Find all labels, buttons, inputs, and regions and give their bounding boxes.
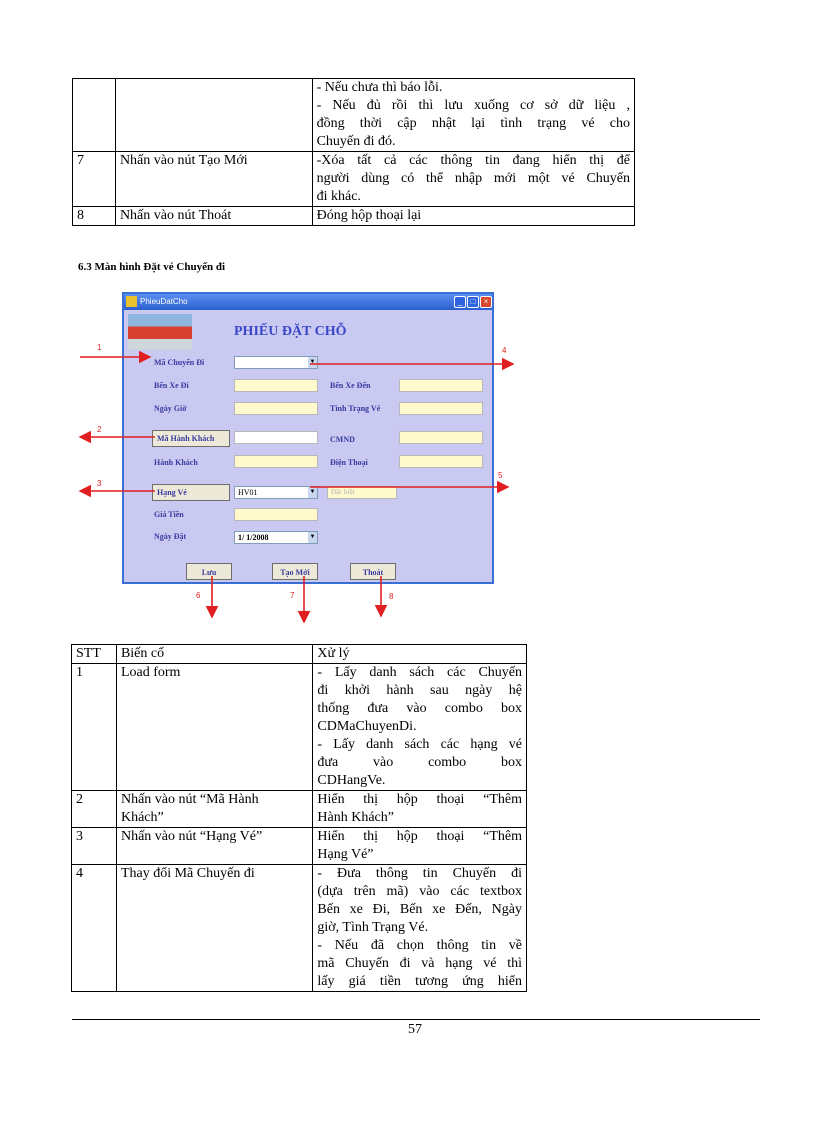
callout-label: 2 xyxy=(97,425,102,434)
chevron-down-icon[interactable]: ▼ xyxy=(308,532,317,543)
text-line: CDHangVe. xyxy=(317,773,386,788)
label-hanh-khach: Hành Khách xyxy=(154,458,198,467)
table-cell-no: 2 xyxy=(72,791,117,828)
label-ma-chuyen-di: Mã Chuyến Đi xyxy=(154,358,205,367)
luu-button[interactable]: Lưu xyxy=(186,563,232,580)
callout-label: 5 xyxy=(498,471,503,480)
callout-label: 7 xyxy=(290,591,295,600)
table-row xyxy=(72,828,527,865)
text-line: giờ, Tình Trạng Vé. xyxy=(317,920,429,935)
table-cell-no: 8 xyxy=(73,207,116,226)
tao-moi-button[interactable]: Tạo Mới xyxy=(272,563,318,580)
text-line: - Nếu đủ rồi thì lưu xuống cơ sở dữ liệu , xyxy=(316,98,630,113)
table-cell-handling xyxy=(313,865,527,992)
text-line: (dựa trên mã) vào các textbox xyxy=(317,884,522,899)
section-heading: 6.3 Màn hình Đặt vé Chuyến đi xyxy=(78,261,226,273)
label-ngay-gio: Ngày Giờ xyxy=(154,404,187,413)
ngay-dat-value: 1/ 1/2008 xyxy=(238,533,269,542)
text-line: đi khác. xyxy=(316,189,361,204)
table-cell-event: Load form xyxy=(116,664,312,791)
label-ngay-dat: Ngày Đặt xyxy=(154,532,187,541)
callout-label: 8 xyxy=(389,592,394,601)
footer-divider xyxy=(72,1019,760,1020)
callout-label: 3 xyxy=(97,479,102,488)
text-line: người dùng có thể nhập mới một vé Chuyến xyxy=(316,171,630,186)
hang-ve-button[interactable]: Hạng Vé xyxy=(152,484,230,501)
text-line: Nhấn vào nút “Mã Hành xyxy=(120,792,259,807)
thoat-button[interactable]: Thoát xyxy=(350,563,396,580)
text-line: - Đưa thông tin Chuyến đi xyxy=(317,866,522,881)
header-stt: STT xyxy=(72,645,117,664)
table-cell-event xyxy=(116,791,312,828)
table-cell-no: 3 xyxy=(72,828,117,865)
table-cell-handling xyxy=(313,791,527,828)
label-gia-tien: Giá Tiền xyxy=(154,510,184,519)
text-line: Hạng Vé” xyxy=(317,847,374,862)
page-number: 57 xyxy=(408,1022,422,1037)
header-handling: Xử lý xyxy=(313,645,527,664)
table-header-row xyxy=(72,645,527,664)
label-ben-xe-di: Bến Xe Đi xyxy=(154,381,189,390)
text-line: thống đưa vào combo box xyxy=(317,701,522,716)
minimize-icon[interactable]: _ xyxy=(454,296,466,308)
table-cell-event: Nhấn vào nút Thoát xyxy=(115,207,312,226)
text-line: Khách” xyxy=(120,810,164,825)
maximize-icon[interactable]: □ xyxy=(467,296,479,308)
table-cell-no: 7 xyxy=(73,152,116,207)
callout-label: 1 xyxy=(97,343,102,352)
close-icon[interactable]: × xyxy=(480,296,492,308)
text-line: - Lấy danh sách các hạng vé xyxy=(317,737,522,752)
label-ben-xe-den: Bến Xe Đến xyxy=(330,381,371,390)
form-title: PHIẾU ĐẶT CHỖ xyxy=(234,324,347,339)
text-line: CDMaChuyenDi. xyxy=(317,719,417,734)
table-cell-no: 1 xyxy=(72,664,117,791)
text-line: đi khởi hành sau ngày hệ xyxy=(317,683,522,698)
text-line: Hành Khách” xyxy=(317,810,394,825)
table-row xyxy=(72,791,527,828)
label-dien-thoai: Điện Thoại xyxy=(330,458,368,467)
table-cell-event: Nhấn vào nút Tạo Mới xyxy=(115,152,312,207)
label-cmnd: CMND xyxy=(330,435,355,444)
chevron-down-icon[interactable]: ▼ xyxy=(308,357,317,368)
callout-label: 4 xyxy=(502,346,507,355)
ma-hanh-khach-button[interactable]: Mã Hành Khách xyxy=(152,430,230,447)
table-row xyxy=(72,664,527,791)
window-title: PhieuDatCho xyxy=(140,297,188,306)
header-event: Biến cố xyxy=(116,645,312,664)
table-cell-handling xyxy=(313,828,527,865)
table-cell-handling xyxy=(313,664,527,791)
table-cell-no: 4 xyxy=(72,865,117,992)
event-table xyxy=(71,644,527,992)
text-line: - Nếu đã chọn thông tin về xyxy=(317,938,522,953)
label-tinh-trang-ve: Tình Trạng Vé xyxy=(330,404,381,413)
hang-ve-value: HV01 xyxy=(238,488,258,497)
chevron-down-icon[interactable]: ▼ xyxy=(308,487,317,498)
text-line: mã Chuyến đi và hạng vé thì xyxy=(317,956,522,971)
text-line: Chuyến đi đó. xyxy=(316,134,396,149)
table-row xyxy=(72,865,527,992)
text-line: đưa vào combo box xyxy=(317,755,522,770)
table-cell-event: Nhấn vào nút “Hạng Vé” xyxy=(116,828,312,865)
text-line: Hiển thị hộp thoại “Thêm xyxy=(317,829,522,844)
text-line: lấy giá tiền tương ứng hiển xyxy=(317,974,522,989)
callout-label: 6 xyxy=(196,591,201,600)
table-cell-event: Thay đổi Mã Chuyến đi xyxy=(116,865,312,992)
dac-biet-field[interactable]: Đặc biệt xyxy=(327,486,397,499)
text-line: -Xóa tất cả các thông tin đang hiển thị để xyxy=(316,153,630,168)
text-line: - Nếu chưa thì báo lỗi. xyxy=(316,80,443,95)
text-line: đồng thời cập nhật lại tình trạng vé cho xyxy=(316,116,630,131)
text-line: - Lấy danh sách các Chuyến xyxy=(317,665,522,680)
text-line: Hiển thị hộp thoại “Thêm xyxy=(317,792,522,807)
text-line: Bến xe Đi, Bến xe Đến, Ngày xyxy=(317,902,522,917)
table-cell-handling: Đóng hộp thoại lại xyxy=(312,207,634,226)
